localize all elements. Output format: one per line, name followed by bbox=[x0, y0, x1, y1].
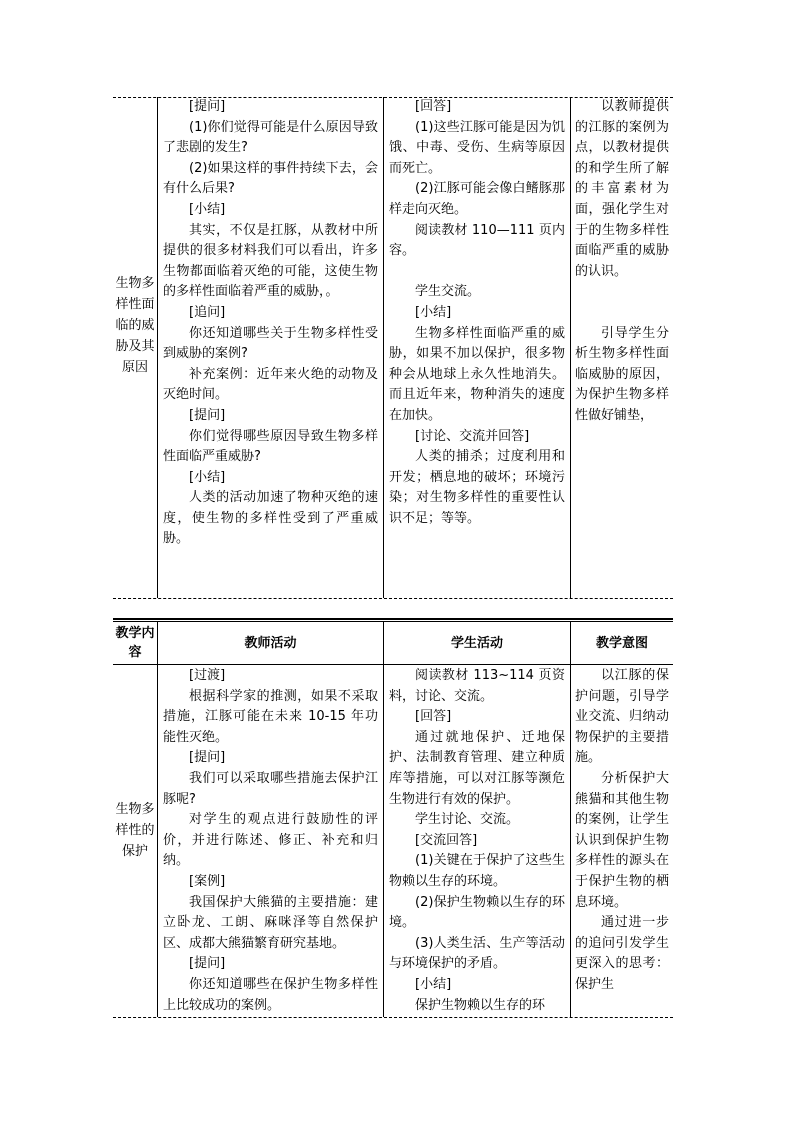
intent-paragraph bbox=[575, 303, 669, 324]
teacher-paragraph: (2)如果这样的事件持续下去，会有什么后果? bbox=[163, 160, 378, 197]
intent-paragraph: 以江豚的保护问题，引导学业交流、归纳动物保护的主要措施。 bbox=[575, 668, 669, 766]
header-bottom-border bbox=[113, 664, 673, 665]
student-paragraph: 保护生物赖以生存的环 bbox=[415, 997, 546, 1013]
intent-paragraph: 通过进一步的追问引发学生更深入的思考：保护生 bbox=[575, 915, 669, 992]
teacher-paragraph: [过渡] bbox=[189, 668, 226, 683]
teacher-paragraph: [提问] bbox=[189, 407, 226, 423]
student-paragraph: 学生讨论、交流。 bbox=[415, 812, 520, 828]
header-text: 教学意图 bbox=[595, 636, 648, 651]
student-paragraph: (3)人类生活、生产等活动与环境保护的矛盾。 bbox=[389, 935, 565, 972]
teacher-paragraph: [提问] bbox=[189, 750, 226, 766]
teaching-intent-cell bbox=[575, 666, 669, 1016]
student-paragraph: [小结] bbox=[415, 304, 452, 320]
teacher-paragraph: [提问] bbox=[189, 99, 226, 114]
intent-paragraph: 引导学生分析生物多样性面临威胁的原因，为保护生物多样性做好铺垫， bbox=[575, 325, 669, 423]
teacher-activity-cell bbox=[163, 666, 378, 1016]
student-paragraph: 人类的捕杀；过度利用和开发；栖息地的破坏；环境污染；对生物多样性的重要性认识不足；等等。 bbox=[389, 449, 565, 526]
column-divider bbox=[157, 621, 158, 1017]
teacher-paragraph: 你还知道哪些关于生物多样性受到威胁的案例? bbox=[163, 325, 378, 362]
student-paragraph: (1)这些江豚可能是因为饥饿、中毒、受伤、生病等原因而死亡。 bbox=[389, 119, 565, 176]
teacher-paragraph: 我国保护大熊猫的主要措施：建立卧龙、工朗、麻咪泽等自然保护区、成都大熊猫繁育研究基地。 bbox=[163, 894, 378, 951]
teacher-paragraph: [提问] bbox=[189, 956, 226, 972]
teacher-paragraph: 其实，不仅是扛豚，从教材中所提供的很多材料我们可以看出，许多生物都面临着灭绝的可能，这使生物的多样性面临着严重的威胁，。 bbox=[163, 222, 378, 300]
header-text: 学生活动 bbox=[450, 636, 503, 651]
teacher-paragraph: [小结] bbox=[189, 469, 226, 485]
student-paragraph bbox=[389, 262, 565, 283]
student-paragraph: 学生交流。 bbox=[415, 284, 481, 300]
teacher-paragraph: 根据科学家的推测，如果不采取措施，江豚可能在未来 10-15 年功能性灭绝。 bbox=[163, 688, 378, 745]
teacher-paragraph: 你还知道哪些在保护生物多样性上比较成功的案例。 bbox=[163, 976, 378, 1013]
teacher-paragraph: 补充案例：近年来火绝的动物及灭绝时间。 bbox=[163, 366, 378, 403]
student-paragraph: [回答] bbox=[415, 99, 452, 114]
student-paragraph: 生物多样性面临严重的威胁，如果不加以保护，很多物种会从地球上永久性地消失。而且近年来，物种消失的速度在加快。 bbox=[389, 325, 565, 423]
student-paragraph: 通过就地保护、迁地保护、法制教育管理、建立种质库等措施，可以对江豚等濒危生物进行有效的保护。 bbox=[389, 729, 565, 807]
header-teaching-intent bbox=[571, 634, 673, 654]
teaching-intent-cell bbox=[575, 97, 669, 427]
category-text: 生物多样性面临的威胁及其原因 bbox=[115, 276, 155, 375]
table-top-border-thin bbox=[113, 621, 673, 622]
table-bottom-dashed-border bbox=[113, 598, 673, 599]
header-student-activity bbox=[384, 634, 570, 654]
intent-paragraph bbox=[575, 282, 669, 303]
column-divider bbox=[157, 97, 158, 598]
student-paragraph: [交流回答] bbox=[415, 832, 478, 848]
teacher-paragraph: 你们觉得哪些原因导致生物多样性面临严重威胁? bbox=[163, 428, 378, 465]
table-bottom-dashed-border bbox=[113, 1017, 673, 1018]
student-paragraph: 阅读教材 113~114 页资料，讨论、交流。 bbox=[389, 668, 565, 704]
student-paragraph: [讨论、交流并回答] bbox=[415, 428, 530, 444]
intent-paragraph: 分析保护大熊猫和其他生物的案例，让学生认识到保护生物多样性的源头在于保护生物的栖息环境。 bbox=[575, 770, 669, 910]
column-divider bbox=[383, 621, 384, 1017]
header-text: 教学内容 bbox=[115, 626, 155, 660]
teacher-paragraph: [追问] bbox=[189, 304, 226, 320]
category-text: 生物多样性的保护 bbox=[115, 802, 155, 859]
teacher-activity-cell bbox=[163, 97, 378, 550]
teacher-paragraph: 我们可以采取哪些措施去保护江豚呢? bbox=[163, 770, 378, 807]
teacher-paragraph: [小结] bbox=[189, 201, 226, 217]
student-paragraph: (2)江豚可能会像白鳍豚那样走向灭绝。 bbox=[389, 181, 565, 217]
column-divider bbox=[383, 97, 384, 598]
header-text: 教师活动 bbox=[244, 636, 297, 651]
intent-paragraph: 以教师提供的江豚的案例为点，以教材提供的和学生所了解的丰富素材为面，强化学生对于的生物多样性面临严重的威胁的认识。 bbox=[575, 99, 669, 279]
table-top-border bbox=[113, 618, 673, 620]
header-teaching-content bbox=[115, 624, 155, 662]
student-activity-cell bbox=[389, 666, 565, 1016]
column-divider bbox=[570, 97, 571, 598]
student-paragraph: [小结] bbox=[415, 976, 452, 992]
student-activity-cell bbox=[389, 97, 565, 529]
category-threats bbox=[115, 273, 155, 378]
category-protection bbox=[115, 799, 155, 862]
student-paragraph: 阅读教材 110—111 页内容。 bbox=[389, 222, 565, 259]
header-teacher-activity bbox=[158, 634, 383, 654]
teacher-paragraph: (1)你们觉得可能是什么原因导致了悲剧的发生? bbox=[163, 119, 378, 156]
column-divider bbox=[570, 621, 571, 1017]
teacher-paragraph: [案例] bbox=[189, 873, 226, 889]
student-paragraph: (2)保护生物赖以生存的环境。 bbox=[389, 894, 565, 931]
teacher-paragraph: 对学生的观点进行鼓励性的评价，并进行陈述、修正、补充和归纳。 bbox=[163, 812, 378, 869]
student-paragraph: (1)关键在于保护了这些生物赖以生存的环境。 bbox=[389, 853, 565, 889]
teacher-paragraph: 人类的活动加速了物种灭绝的速度，使生物的多样性受到了严重威胁。 bbox=[163, 490, 378, 547]
student-paragraph: [回答] bbox=[415, 709, 452, 725]
